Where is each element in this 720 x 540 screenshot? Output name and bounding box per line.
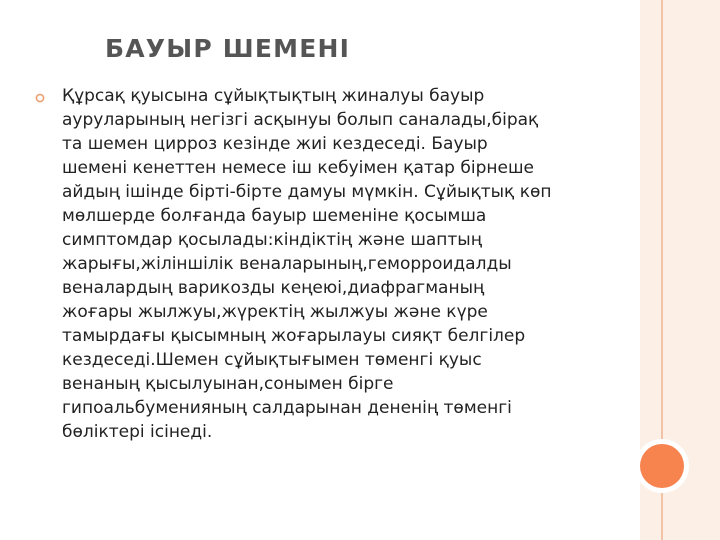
body-line: симптомдар қосылады:кіндіктің және шаптың: [62, 230, 482, 250]
body-line: бөліктері ісінеді.: [62, 422, 213, 442]
body-line: венаның қысылуынан,сонымен бірге: [62, 374, 394, 394]
body-line: мөлшерде болғанда бауыр шеменіне қосымша: [62, 206, 487, 226]
body-line: тамырдағы қысымның жоғарылауы сияқт белгілер: [62, 326, 526, 346]
body-line: жарығы,жіліншілік веналарының,геморроидалды: [62, 254, 512, 274]
body-line: кездеседі.Шемен сұйықтығымен төменгі қуыс: [62, 350, 482, 370]
body-line: Құрсақ қуысына сұйықтықтың жиналуы бауыр: [62, 86, 485, 106]
body-line: ауруларының негізгі асқынуы болып саналады,бірақ: [62, 110, 539, 130]
body-line: та шемен цирроз кезінде жиі кездеседі. Бауыр: [62, 134, 488, 154]
slide-title: БАУЫР ШЕМЕНІ: [105, 34, 351, 63]
body-line: айдың ішінде бірті-бірте дамуы мүмкін. Сұйықтық көп: [62, 182, 552, 202]
body-line: веналардың варикозды кеңеюі,диафрагманың: [62, 278, 485, 298]
body-line: гипоальбуменияның салдарынан дененің төменгі: [62, 398, 512, 418]
circle-bullet-icon: [35, 93, 45, 103]
accent-dot: [640, 444, 684, 488]
body-line: шемені кенеттен немесе іш кебуімен қатар бірнеше: [62, 158, 534, 178]
body-paragraph: [62, 84, 642, 444]
body-line: жоғары жылжуы,жүректің жылжуы және күре: [62, 302, 488, 322]
